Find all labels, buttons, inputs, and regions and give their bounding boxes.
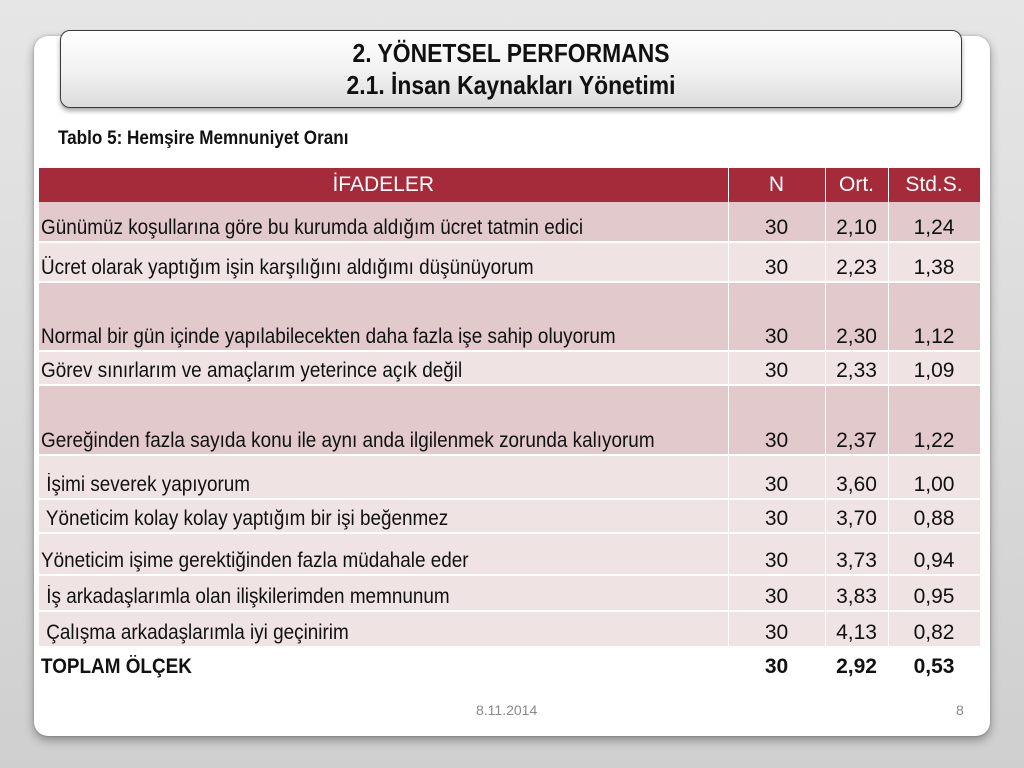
row-label: İş arkadaşlarımla olan ilişkilerimden memnunum [41, 585, 450, 608]
total-label: TOPLAM ÖLÇEK [41, 655, 192, 678]
row-std: 1,09 [888, 351, 980, 385]
row-std: 0,94 [888, 533, 980, 575]
row-n: 30 [728, 385, 825, 455]
row-label: Ücret olarak yaptığım işin karşılığını aldığımı düşünüyorum [41, 256, 534, 279]
row-mean: 2,10 [825, 202, 888, 242]
row-label: Görev sınırlarım ve amaçlarım yeterince açık değil [41, 359, 463, 382]
table-row [39, 533, 980, 575]
row-n: 30 [728, 575, 825, 611]
row-std: 1,22 [888, 385, 980, 455]
table-row [39, 499, 980, 533]
slide-subtitle: 2.1. İnsan Kaynakları Yönetimi [346, 70, 676, 100]
row-mean: 2,23 [825, 242, 888, 282]
total-std: 0,53 [888, 647, 980, 681]
row-label: Yöneticim işime gerektiğinden fazla müdahale eder [41, 549, 469, 572]
row-mean: 3,73 [825, 533, 888, 575]
row-mean: 2,37 [825, 385, 888, 455]
row-n: 30 [728, 282, 825, 351]
row-n: 30 [728, 351, 825, 385]
row-n: 30 [728, 242, 825, 282]
row-label: Yöneticim kolay kolay yaptığım bir işi beğenmez [41, 507, 449, 530]
row-n: 30 [728, 533, 825, 575]
row-label: Çalışma arkadaşlarımla iyi geçinirim [41, 621, 349, 644]
title-box [60, 30, 962, 108]
row-mean: 3,70 [825, 499, 888, 533]
table-row [39, 385, 980, 455]
table-row [39, 282, 980, 351]
row-n: 30 [728, 499, 825, 533]
page-number: 8 [956, 702, 964, 718]
row-std: 0,95 [888, 575, 980, 611]
row-std: 1,12 [888, 282, 980, 351]
row-mean: 3,60 [825, 455, 888, 499]
table-header-row [39, 168, 980, 202]
column-header-n: N [728, 168, 825, 202]
table-row [39, 242, 980, 282]
total-n: 30 [728, 647, 825, 681]
row-std: 1,38 [888, 242, 980, 282]
row-std: 1,00 [888, 455, 980, 499]
row-mean: 2,30 [825, 282, 888, 351]
row-std: 0,88 [888, 499, 980, 533]
row-mean: 2,33 [825, 351, 888, 385]
row-n: 30 [728, 202, 825, 242]
total-mean: 2,92 [825, 647, 888, 681]
table-row [39, 455, 980, 499]
table-row [39, 611, 980, 647]
slide-title: 2. YÖNETSEL PERFORMANS [352, 38, 670, 68]
footer-date: 8.11.2014 [476, 702, 538, 718]
column-header-mean: Ort. [825, 168, 888, 202]
column-header-statements: İFADELER [39, 168, 728, 202]
row-std: 1,24 [888, 202, 980, 242]
row-n: 30 [728, 455, 825, 499]
row-std: 0,82 [888, 611, 980, 647]
table-total-row [39, 647, 980, 681]
satisfaction-table [39, 168, 981, 682]
table-row [39, 351, 980, 385]
row-mean: 3,83 [825, 575, 888, 611]
table-caption: Tablo 5: Hemşire Memnuniyet Oranı [58, 128, 349, 149]
row-label: İşimi severek yapıyorum [41, 473, 251, 496]
row-label: Gereğinden fazla sayıda konu ile aynı anda ilgilenmek zorunda kalıyorum [41, 429, 655, 452]
row-mean: 4,13 [825, 611, 888, 647]
table-row [39, 202, 980, 242]
column-header-std: Std.S. [888, 168, 980, 202]
table-row [39, 575, 980, 611]
row-label: Günümüz koşullarına göre bu kurumda aldığım ücret tatmin edici [41, 216, 584, 239]
row-label: Normal bir gün içinde yapılabilecekten daha fazla işe sahip oluyorum [41, 325, 616, 348]
row-n: 30 [728, 611, 825, 647]
